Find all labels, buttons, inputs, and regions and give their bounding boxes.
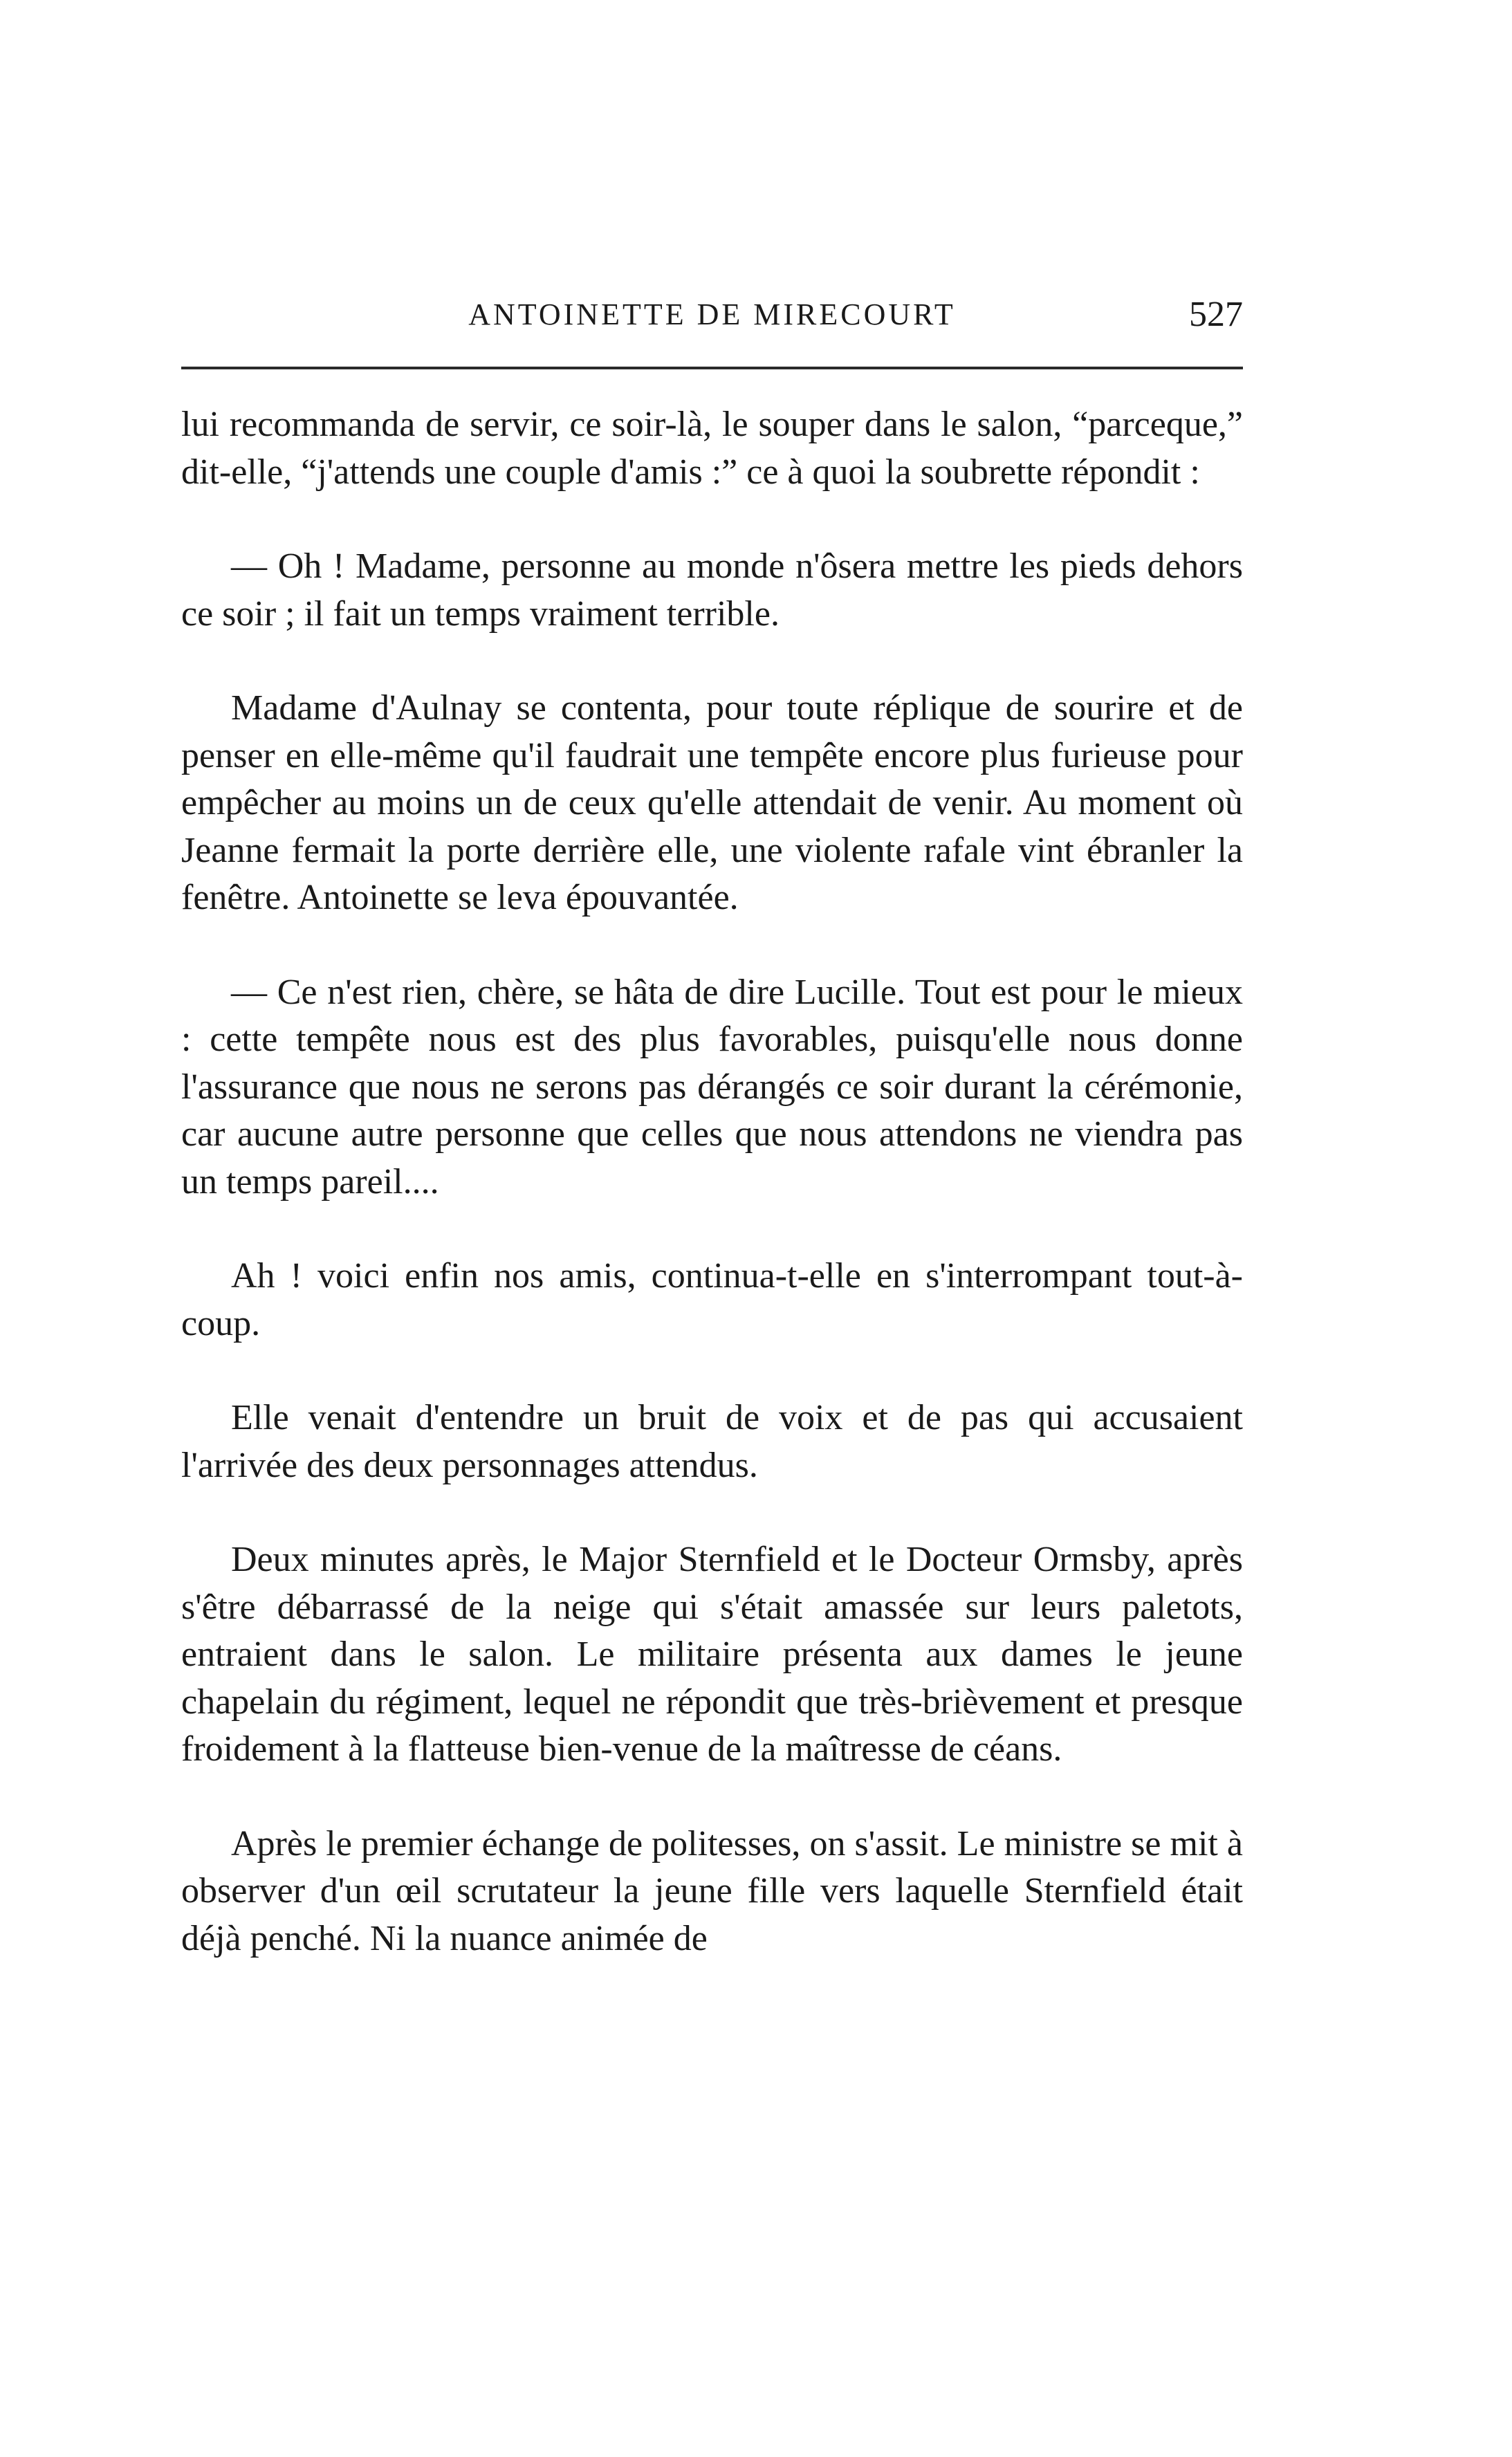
running-head <box>181 291 1243 339</box>
paragraph-4: — Ce n'est rien, chère, se hâta de dire Lucille. Tout est pour le mieux : cette tempête nous est des plus favorables, puisqu'elle nous donne l'assurance que nous ne serons pas dérangés ce soir durant la cérémonie, car aucune autre personne que celles que nous attendons ne viendra pas un temps pareil.... <box>181 972 1243 1202</box>
paragraph-6: Elle venait d'entendre un bruit de voix et de pas qui accusaient l'arrivée des deux personnages attendus. <box>181 1398 1243 1485</box>
paragraph-3: Madame d'Aulnay se contenta, pour toute réplique de sourire et de penser en elle-même qu'il faudrait une tempête encore plus furieuse pour empêcher au moins un de ceux qu'elle attendait de venir. Au moment où Jeanne fermait la porte derrière elle, une violente rafale vint ébranler la fenêtre. Antoinette se leva épouvantée. <box>181 688 1243 917</box>
paragraph-7: Deux minutes après, le Major Sternfield et le Docteur Ormsby, après s'être débarrassé de la neige qui s'était amassée sur leurs paletots, entraient dans le salon. Le militaire présenta aux dames le jeune chapelain du régiment, lequel ne répondit que très-brièvement et presque froidement à la flatteuse bien-venue de la maîtresse de céans. <box>181 1540 1243 1769</box>
paragraph-2: — Oh ! Madame, personne au monde n'ôsera mettre les pieds dehors ce soir ; il fait un temps vraiment terrible. <box>181 546 1243 634</box>
running-title: ANTOINETTE DE MIRECOURT <box>468 297 956 331</box>
paragraph-8: Après le premier échange de politesses, on s'assit. Le ministre se mit à observer d'un œil scrutateur la jeune fille vers laquelle Sternfield était déjà penché. Ni la nuance animée de <box>181 1823 1243 1958</box>
paragraph-5: Ah ! voici enfin nos amis, continua-t-elle en s'interrompant tout-à-coup. <box>181 1256 1243 1343</box>
paragraph-1: lui recommanda de servir, ce soir-là, le souper dans le salon, “parceque,” dit-elle, “j'attends une couple d'amis :” ce à quoi la soubrette répondit : <box>181 405 1243 492</box>
body-text <box>181 401 1243 1962</box>
page-number: 527 <box>1189 295 1243 334</box>
header-rule <box>181 367 1243 369</box>
